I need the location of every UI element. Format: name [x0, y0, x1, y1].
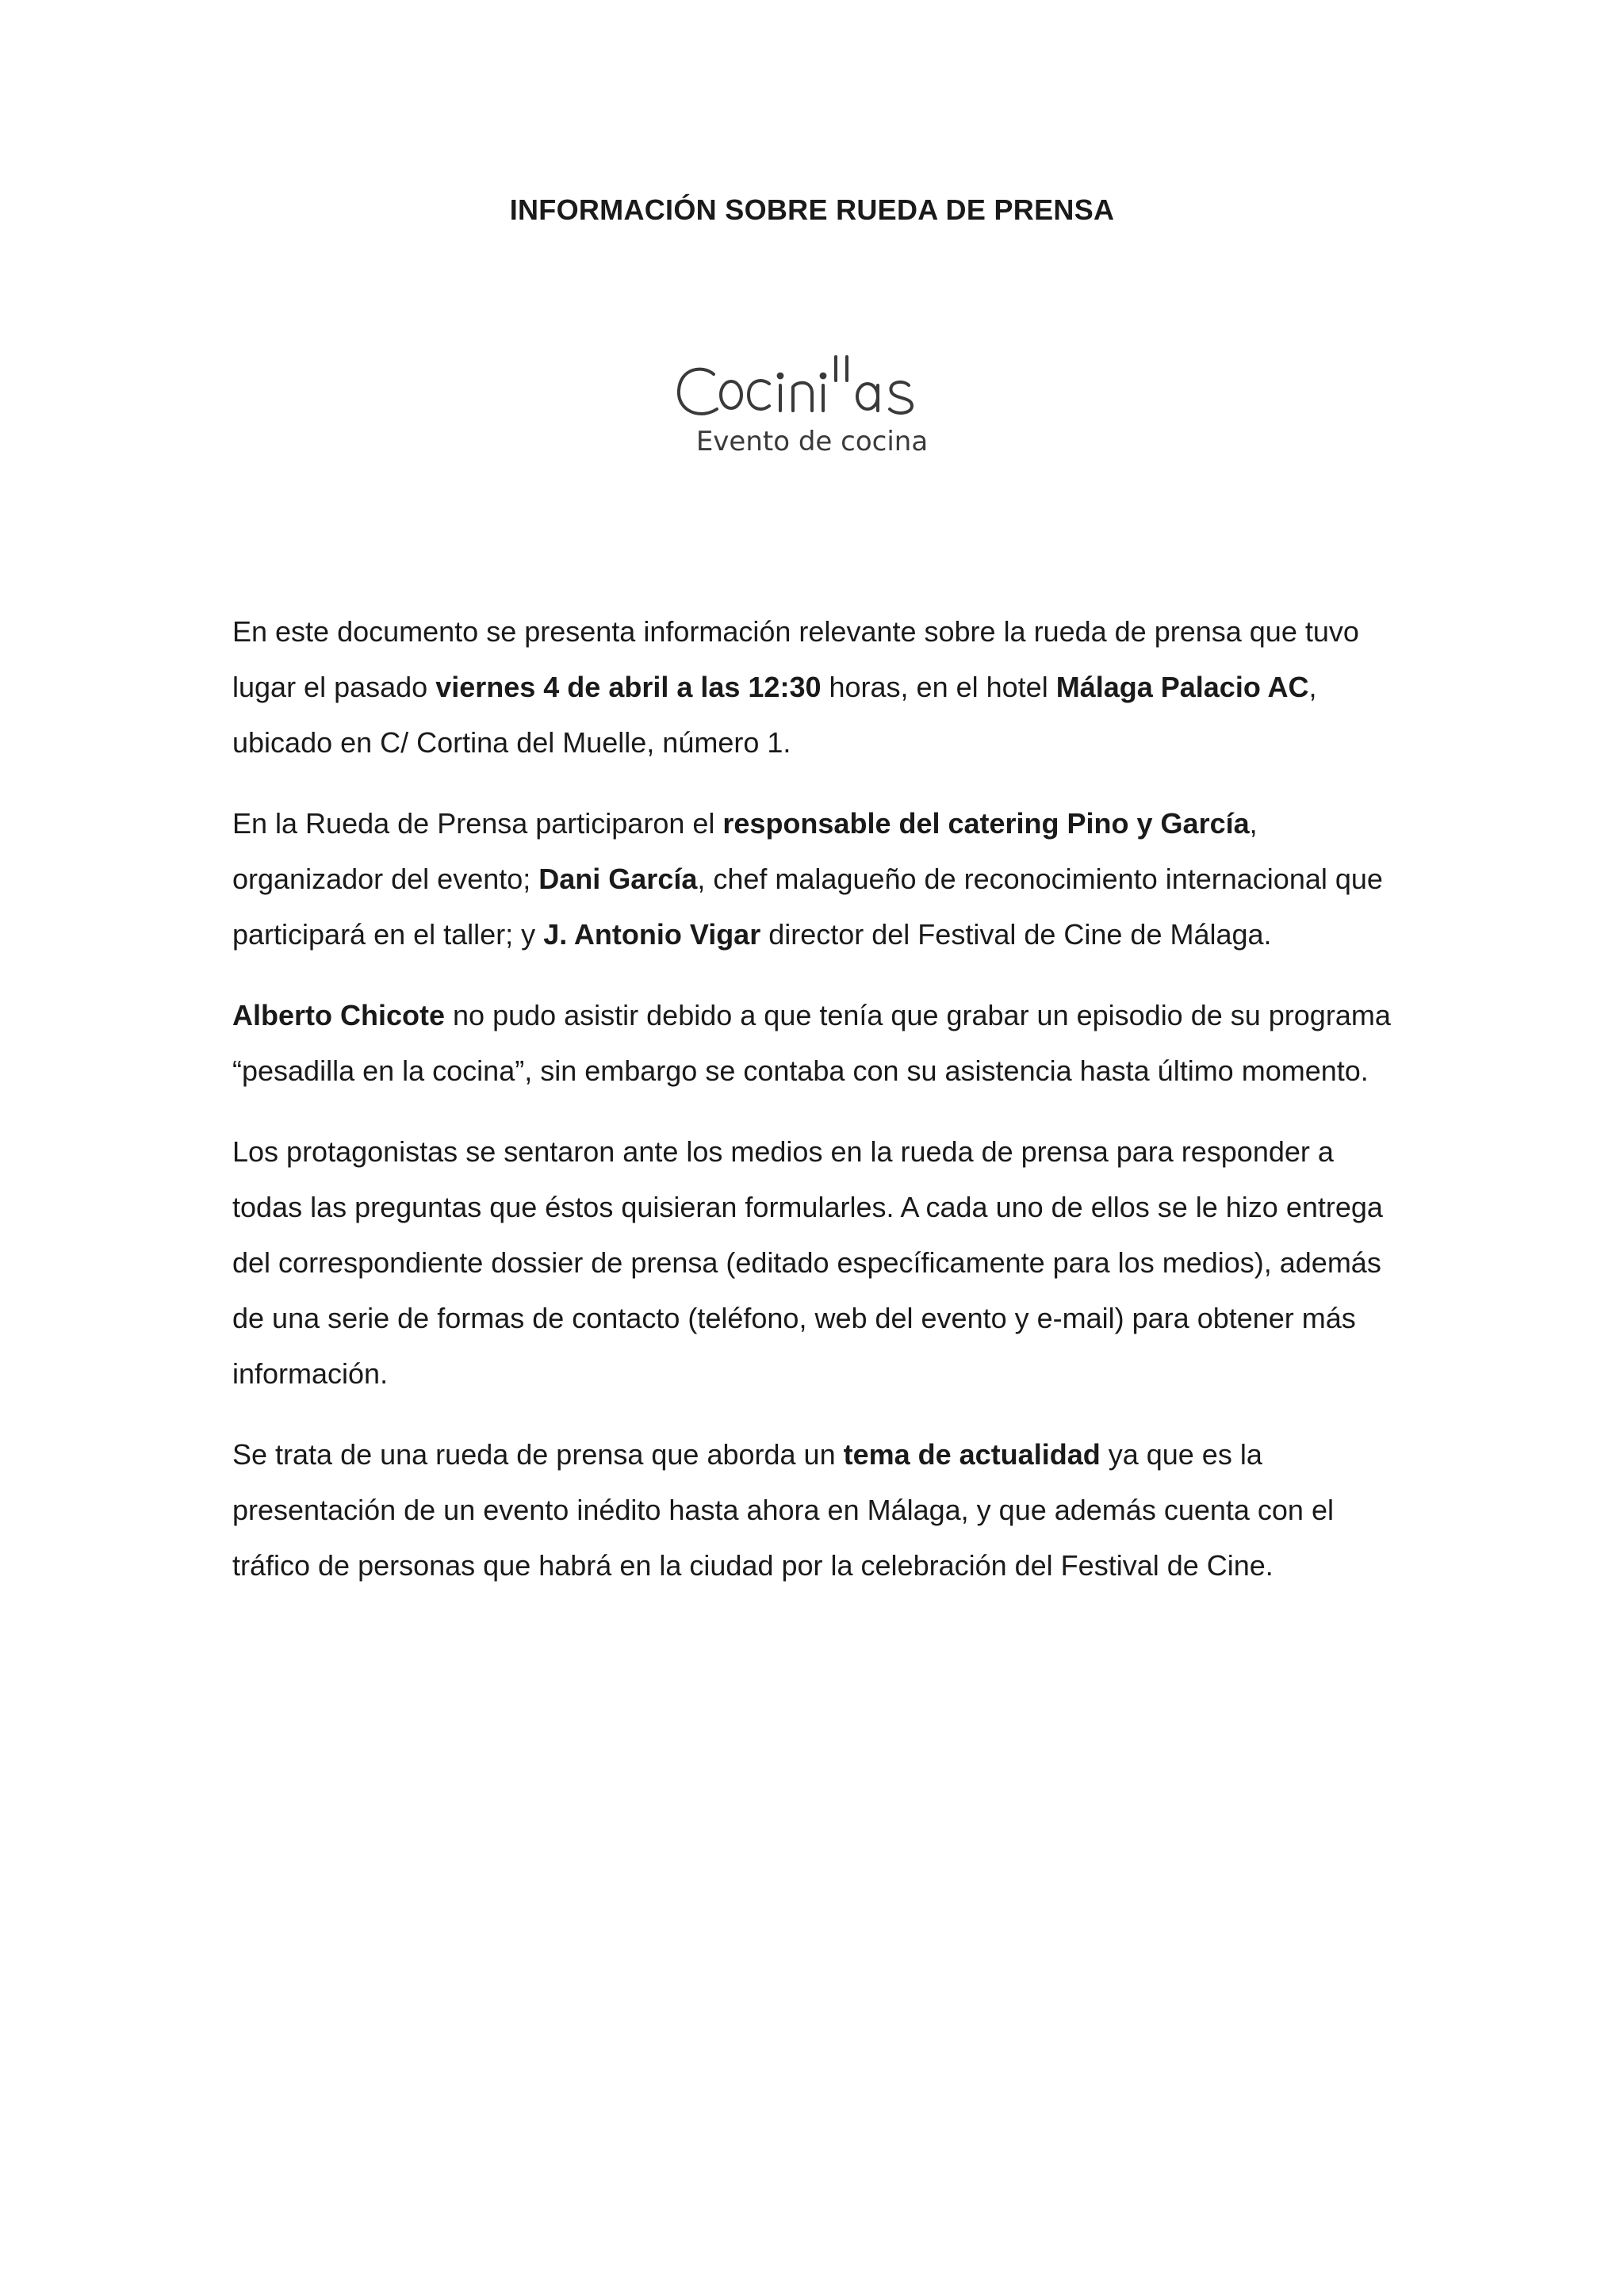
bold-text-run: viernes 4 de abril a las 12:30: [435, 671, 822, 703]
paragraph: [232, 796, 1398, 962]
bold-text-run: tema de actualidad: [843, 1438, 1101, 1471]
paragraph: [232, 1124, 1398, 1402]
document-title: INFORMACIÓN SOBRE RUEDA DE PRENSA: [509, 193, 1115, 226]
text-run: , organizador del evento;: [232, 807, 1258, 895]
logo-subtitle: Evento de cocina: [695, 426, 929, 457]
text-run: En este documento se presenta información relevante sobre la rueda de prensa que tuvo lugar el pasado: [232, 615, 1359, 703]
bold-text-run: Málaga Palacio AC: [1055, 671, 1309, 703]
paragraph: [232, 604, 1398, 771]
text-run: , ubicado en C/ Cortina del Muelle, número 1.: [232, 671, 1317, 759]
bold-text-run: J. Antonio Vigar: [543, 918, 761, 951]
paragraph: [232, 988, 1398, 1099]
bold-text-run: responsable del catering Pino y García: [722, 807, 1250, 840]
text-run: , chef malagueño de reconocimiento internacional que participará en el taller; y: [232, 863, 1383, 951]
text-run: Se trata de una rueda de prensa que aborda un: [232, 1438, 844, 1471]
text-run: Los protagonistas se sentaron ante los medios en la rueda de prensa para responder a todas las preguntas que éstos quisieran formularles. A cada uno de ellos se le hizo entrega del correspondiente dossier de prensa (editado específicamente para los medios), además de una serie de formas de contacto (teléfono, web del evento y e-mail) para obtener más información.: [232, 1135, 1383, 1390]
document-body: [232, 604, 1398, 1619]
cocinillas-logo: [672, 349, 952, 460]
bold-text-run: Dani García: [538, 863, 698, 895]
bold-text-run: Alberto Chicote: [232, 999, 446, 1031]
cocinillas-logo-graphic: [672, 349, 952, 460]
paragraph: [232, 1427, 1398, 1594]
text-run: ya que es la presentación de un evento inédito hasta ahora en Málaga, y que además cuenta con el tráfico de personas que habrá en la ciudad por la celebración del Festival de Cine.: [232, 1438, 1334, 1582]
text-run: horas, en el hotel: [821, 671, 1056, 703]
text-run: En la Rueda de Prensa participaron el: [232, 807, 723, 840]
text-run: director del Festival de Cine de Málaga.: [760, 918, 1272, 951]
text-run: no pudo asistir debido a que tenía que grabar un episodio de su programa “pesadilla en la cocina”, sin embargo se contaba con su asistencia hasta último momento.: [232, 999, 1391, 1087]
